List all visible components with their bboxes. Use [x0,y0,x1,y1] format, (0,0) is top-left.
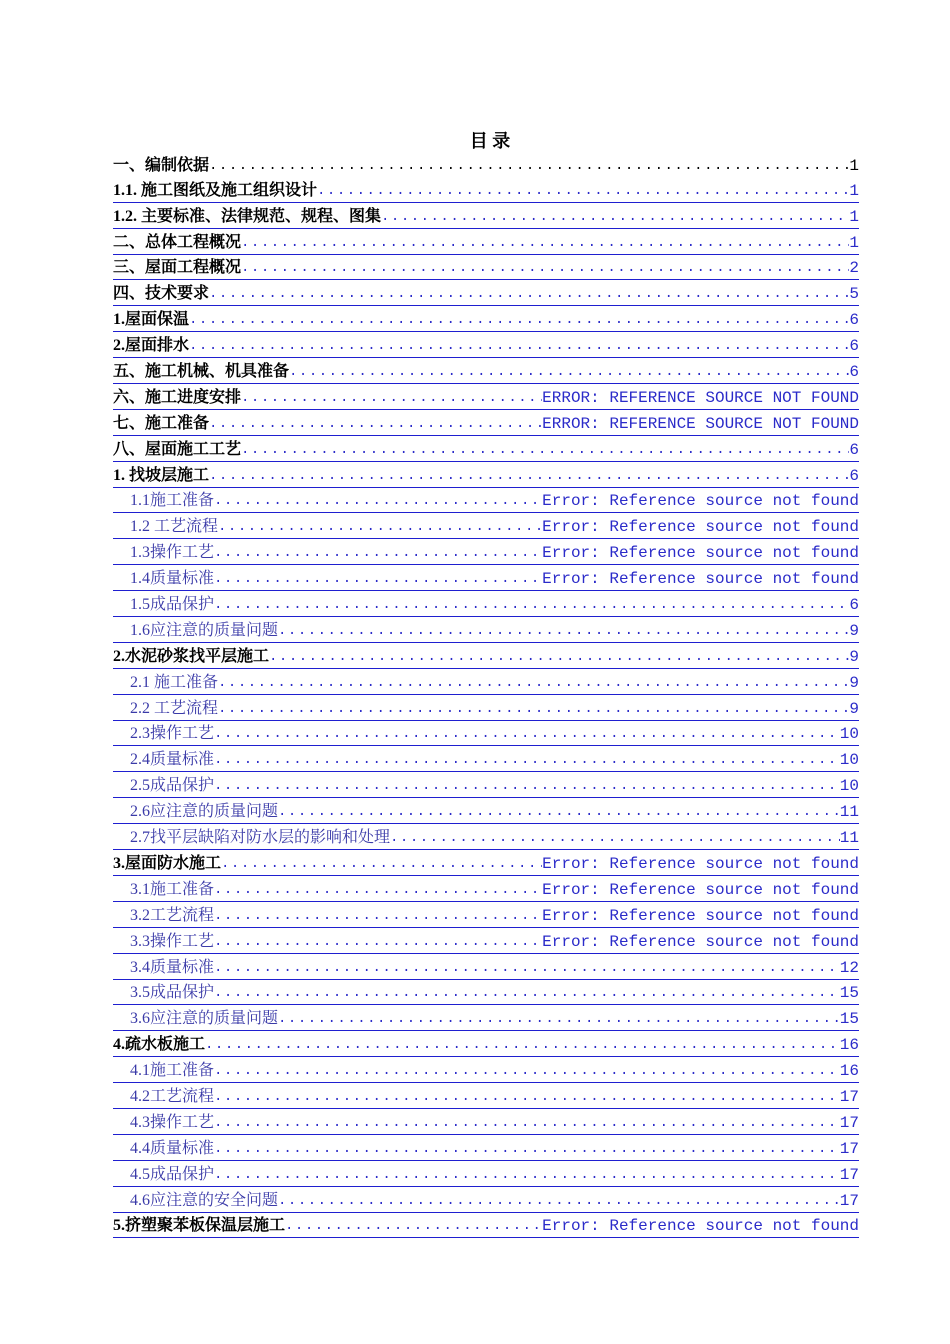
toc-leader-dots [209,413,542,435]
toc-entry-page: 9 [849,647,859,666]
toc-entry-text: 2.1 施工准备 [130,673,219,691]
toc-entry-page: 12 [839,958,859,977]
toc-leader-dots [221,853,542,875]
toc-entry-page: 17 [839,1165,859,1184]
toc-entry[interactable] [113,980,859,1006]
toc-entry-text: 2.4质量标准 [130,751,215,769]
toc-entry-page: 15 [839,984,859,1003]
toc-entry[interactable] [113,1057,859,1083]
toc-title: 目 录 [469,131,511,151]
toc-entry[interactable] [113,436,859,462]
toc-entry-text: 4.疏水板施工 [113,1036,206,1054]
toc-leader-dots [214,749,840,771]
toc-entry-page: 11 [839,803,859,822]
toc-leader-dots [278,1008,840,1030]
toc-leader-dots [241,387,542,409]
toc-leader-dots [209,283,849,305]
toc-entry-page: Error: Reference source not found [542,880,859,899]
toc-entry[interactable] [113,746,859,772]
toc-entry-page: Error: Reference source not found [542,906,859,925]
toc-entry[interactable] [113,513,859,539]
toc-entry[interactable] [113,1031,859,1057]
toc-entry[interactable] [113,1213,859,1239]
toc-entry-text: 2.水泥砂浆找平层施工 [113,647,270,665]
toc-entry-text: 七、施工准备 [113,414,210,432]
toc-entry-text: 2.5成品保护 [130,777,215,795]
toc-entry-page: 17 [839,1191,859,1210]
toc-leader-dots [278,1190,840,1212]
toc-entry-text: 1.1施工准备 [130,492,215,510]
toc-entry-text: 1.5成品保护 [130,596,215,614]
toc-entry[interactable] [113,798,859,824]
toc-entry-page: 16 [839,1036,859,1055]
toc-leader-dots [317,180,849,202]
toc-entry-page: Error: Reference source not found [542,1217,859,1236]
toc-entry-page: 6 [849,466,859,485]
toc-entry-page: 6 [849,311,859,330]
toc-entry-page: Error: Reference source not found [542,544,859,563]
toc-leader-dots [241,232,849,254]
toc-leader-dots [214,879,542,901]
toc-leader-dots [189,335,849,357]
toc-entry-text: 4.4质量标准 [130,1139,215,1157]
toc-leader-dots [285,1215,542,1237]
toc-entry-page: 1 [849,233,859,252]
toc-entry-page: 9 [849,673,859,692]
toc-entry-page: 11 [839,829,859,848]
toc-leader-dots [214,490,542,512]
toc-entry-text: 5.挤塑聚苯板保温层施工 [113,1217,286,1235]
toc-entry-page: Error: Reference source not found [542,518,859,537]
toc-leader-dots [278,620,849,642]
toc-leader-dots [214,931,542,953]
toc-entry-page: 9 [849,621,859,640]
toc-entry-page: 6 [849,363,859,382]
toc-entry-text: 八、屋面施工工艺 [113,440,242,458]
toc-leader-dots [214,594,849,616]
toc-entry[interactable] [113,332,859,358]
toc-entry-page: 17 [839,1139,859,1158]
toc-entry[interactable] [113,384,859,410]
toc-entry-text: 2.3操作工艺 [130,725,215,743]
toc-leader-dots [381,206,849,228]
toc-entry-page: 6 [849,337,859,356]
toc-leader-dots [214,542,542,564]
toc-entry-text: 1.4质量标准 [130,570,215,588]
toc-entry-page: Error: Reference source not found [542,854,859,873]
toc-entry[interactable] [113,591,859,617]
toc-entry-text: 四、技术要求 [113,285,210,303]
toc-entry-text: 2.7找平层缺陷对防水层的影响和处理 [130,829,391,847]
toc-entry[interactable] [113,1135,859,1161]
toc-entry-text: 六、施工进度安排 [113,388,242,406]
toc-entry[interactable] [113,1161,859,1187]
toc-entry-text: 3.5成品保护 [130,984,215,1002]
toc-entry-page: 1 [849,181,859,200]
toc-entry-page: 10 [839,725,859,744]
toc-entry[interactable] [113,643,859,669]
toc-leader-dots [214,1112,840,1134]
toc-entry[interactable] [113,1005,859,1031]
toc-entry[interactable] [113,488,859,514]
toc-entry-page: ERROR: REFERENCE SOURCE NOT FOUND [542,414,859,433]
toc-entry-page: ERROR: REFERENCE SOURCE NOT FOUND [542,388,859,407]
toc-entry-text: 4.5成品保护 [130,1165,215,1183]
toc-leader-dots [214,1086,840,1108]
toc-entry-text: 1.6应注意的质量问题 [130,621,279,639]
toc-entry[interactable] [113,824,859,850]
toc-entry-text: 3.2工艺流程 [130,906,215,924]
toc-entry-text: 3.6应注意的质量问题 [130,1010,279,1028]
toc-entry[interactable] [113,902,859,928]
toc-entry-text: 2.2 工艺流程 [130,699,219,717]
toc-entry[interactable] [113,358,859,384]
toc-entry-text: 3.3操作工艺 [130,932,215,950]
toc-leader-dots [209,155,849,177]
toc-leader-dots [218,672,849,694]
toc-entry-page: 1 [849,207,859,226]
toc-entry-text: 1.2 工艺流程 [130,518,219,536]
toc-entry-text: 1.3操作工艺 [130,544,215,562]
toc-leader-dots [214,723,840,745]
toc-entry-page: 17 [839,1113,859,1132]
toc-entry-page: 5 [849,285,859,304]
toc-entry[interactable] [113,1187,859,1213]
toc-entry[interactable] [113,1083,859,1109]
toc-entry[interactable] [113,1109,859,1135]
toc-entry[interactable] [113,876,859,902]
toc-entry[interactable] [113,306,859,332]
toc-entry-text: 1.2. 主要标准、法律规范、规程、图集 [113,207,382,225]
toc-leader-dots [214,905,542,927]
toc-entry-page: Error: Reference source not found [542,492,859,511]
toc-leader-dots [205,1034,840,1056]
toc-entry-text: 2.屋面排水 [113,337,190,355]
toc-entry-text: 二、总体工程概况 [113,233,242,251]
toc-entry-page: 6 [849,440,859,459]
toc-leader-dots [289,361,849,383]
toc-leader-dots [241,439,849,461]
toc-entry-page: 2 [849,259,859,278]
toc-leader-dots [209,465,849,487]
toc-entry-text: 4.3操作工艺 [130,1113,215,1131]
toc-entry-page: 10 [839,777,859,796]
toc-entry-text: 4.6应注意的安全问题 [130,1191,279,1209]
toc-leader-dots [241,257,849,279]
toc-entry-text: 4.1施工准备 [130,1062,215,1080]
toc-entry[interactable] [113,255,859,281]
toc-entry[interactable] [113,203,859,229]
toc-entry[interactable] [113,669,859,695]
toc-entry-text: 一、编制依据 [113,156,210,174]
toc-leader-dots [214,775,840,797]
toc-entry-page: 17 [839,1087,859,1106]
toc-entry-page: 1 [849,156,859,175]
toc-entry-page: 10 [839,751,859,770]
toc-leader-dots [278,801,840,823]
toc-leader-dots [214,982,840,1004]
toc-entry[interactable] [113,177,859,203]
toc-entry-text: 4.2工艺流程 [130,1087,215,1105]
toc-entry[interactable] [113,410,859,436]
toc-entry[interactable] [113,617,859,643]
toc-leader-dots [189,309,849,331]
toc-entry[interactable] [113,772,859,798]
toc-entry-text: 1.屋面保温 [113,311,190,329]
toc-entry[interactable] [113,850,859,876]
toc-entry[interactable] [113,229,859,255]
toc-entry[interactable] [113,721,859,747]
toc-leader-dots [269,646,849,668]
toc-entry[interactable] [113,462,859,488]
toc-entry-page: Error: Reference source not found [542,570,859,589]
toc-entry-text: 2.6应注意的质量问题 [130,803,279,821]
toc-entry-text: 1.1. 施工图纸及施工组织设计 [113,181,318,199]
toc-entry[interactable] [113,539,859,565]
toc-leader-dots [214,1060,840,1082]
toc-entry-page: Error: Reference source not found [542,932,859,951]
toc-entry[interactable] [113,928,859,954]
toc-leader-dots [214,568,542,590]
toc-entry-text: 3.屋面防水施工 [113,854,222,872]
toc-entry[interactable] [113,565,859,591]
toc-entry[interactable] [113,954,859,980]
toc-leader-dots [218,698,849,720]
toc-entry-text: 3.4质量标准 [130,958,215,976]
toc-entry-page: 16 [839,1062,859,1081]
toc-entry[interactable] [113,280,859,306]
toc-entry[interactable] [113,695,859,721]
toc-entry-text: 三、屋面工程概况 [113,259,242,277]
toc-entry-text: 3.1施工准备 [130,880,215,898]
toc-leader-dots [214,1138,840,1160]
toc-leader-dots [214,957,840,979]
toc-leader-dots [390,827,840,849]
toc-entry [113,152,859,177]
toc-entry-page: 9 [849,699,859,718]
toc-entry-text: 1. 找坡层施工 [113,466,210,484]
toc-list [113,152,859,1238]
toc-entry-page: 15 [839,1010,859,1029]
toc-entry-page: 6 [849,596,859,615]
toc-leader-dots [214,1164,840,1186]
toc-entry-text: 五、施工机械、机具准备 [113,363,290,381]
toc-leader-dots [218,516,542,538]
